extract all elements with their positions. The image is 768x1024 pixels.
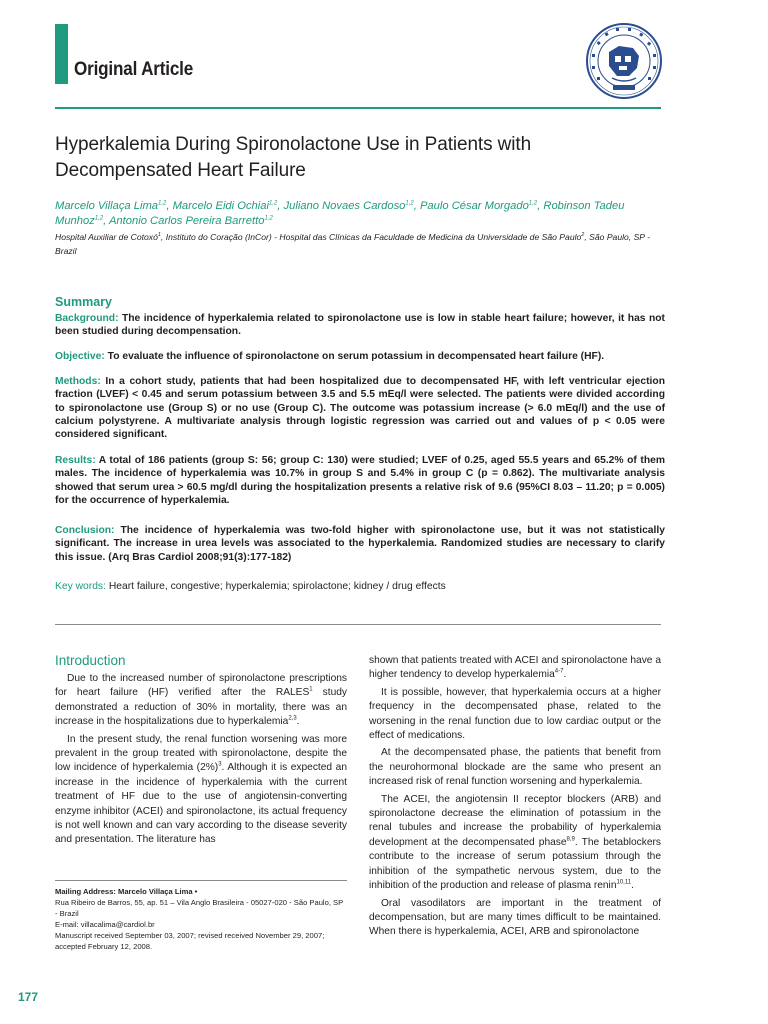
author-name: Antonio Carlos Pereira Barretto xyxy=(108,215,265,227)
header-rule xyxy=(55,107,661,109)
abstract-objective xyxy=(55,350,665,363)
footnote-divider xyxy=(55,880,347,881)
page-number: 177 xyxy=(18,990,39,1004)
body-column-left xyxy=(55,672,347,851)
affiliation-location: , São Paulo, SP - Brazil xyxy=(55,232,650,256)
abstract-methods xyxy=(55,375,665,441)
author-affiliation-marker: 1,2 xyxy=(405,200,414,207)
abstract-keywords xyxy=(55,580,665,593)
author-name: Marcelo Villaça Lima xyxy=(55,200,159,212)
citation-marker: 3 xyxy=(218,762,222,769)
author-list: Marcelo Villaça Lima$^{1,2}$, Marcelo Eidi Ochiai$^{1,2}$, Juliano Novaes Cardoso$^{1,2}$, Paulo César Morgado$^{1,2}$, Robinson Tadeu Munhoz$^{1,2}$, Antonio Carlos Pereira Barretto$^{1,2}$ xyxy=(55,200,625,227)
author-name: Marcelo Eidi Ochiai xyxy=(172,200,269,212)
manuscript-dates: Manuscript received September 03, 2007; revised received November 29, 2007; accepted February 12, 2008. xyxy=(55,931,325,951)
summary-heading: Summary xyxy=(55,295,112,309)
abstract-conclusion-text: The incidence of hyperkalemia was two-fold higher with spironolactone use, but it was not statistically significant. The increase in urea levels was associated to the hyperkalemia. Randomized studies are necessary to clarify this issue. (Arq Bras Cardiol 2008;91(3):177-182) xyxy=(55,525,665,563)
citation-marker: 1 xyxy=(309,687,313,694)
abstract-background-text: The incidence of hyperkalemia related to spironolactone use is low in stable heart failure; however, it has not been studied during decompensation. xyxy=(55,313,665,338)
abstract-objective-label: Objective: xyxy=(55,351,105,362)
abstract-background xyxy=(55,312,665,339)
body-paragraph: Due to the increased number of spironolactone prescriptions for heart failure (HF) verified after the RALES$^1$ study demonstrated a reduction of 30% in mortality, there was an increase in the hospitalizations due to hyperkalemia$^{2,3}$. xyxy=(55,673,347,728)
header-accent-bar xyxy=(55,24,68,84)
journal-seal-logo xyxy=(585,22,663,100)
affiliation-2-marker: 2 xyxy=(581,232,585,239)
citation-marker: 10,11 xyxy=(616,879,632,886)
introduction-heading: Introduction xyxy=(55,653,126,668)
body-paragraph: Oral vasodilators are important in the treatment of decompensation, but are many times difficult to be maintained. When there is hyperkalemia, ACEI, ARB and spironolactone xyxy=(369,897,661,938)
abstract-conclusion xyxy=(55,524,665,564)
abstract-background-label: Background: xyxy=(55,313,119,324)
abstract-methods-text: In a cohort study, patients that had been hospitalized due to decompensated HF, with left ventricular ejection fraction (LVEF) < 0.45 and serum potassium between 3.5 and 5.5 mEq/l were selected. The patients were divided according to spironolactone use (Group S) or no use (Group C). The outcome was potassium increase (> 6.0 mEq/l) and the use of calcium polystyrene. A multivariate analysis through logistic regression was carried out and values of p < 0.05 were considered significant. xyxy=(55,376,665,441)
body-paragraph: In the present study, the renal function worsening was more prevalent in the group treated with spironolactone, despite the low incidence of hyperkalemia $(2\%)^3$. Although it is expected an increase in the incidence of hyperkalemia with the current treatment of HF due to the use of angiotensin-converting enzyme inhibitor (ACEI) and spironolactone, its actual frequency is not well known and can vary according to the disease severity and presentation. The literature has xyxy=(55,733,347,846)
body-paragraph: At the decompensated phase, the patients that benefit from the neurohormonal blockade are the same who present an increased risk of renal function worsening and hyperkalemia. xyxy=(369,747,661,788)
mailing-address-title: Mailing Address: Marcelo Villaça Lima • xyxy=(55,887,198,896)
contact-email: E-mail: villacalima@cardiol.br xyxy=(55,920,155,929)
affiliation-1: Hospital Auxiliar de Cotoxó xyxy=(55,232,158,242)
abstract-results-text: A total of 186 patients (group S: 56; group C: 130) were studied; LVEF of 0.25, aged 55.5 years and 65.2% of them males. The incidence of hyperkalemia was 10.7% in group S and 5.4% in group C (p = 0.862). The multivariate analysis showed that serum urea > 60.5 mg/dl during the hospitalization presents a relative risk of 9.6 (95%CI 8.03 – 11.20; p = 0.005) for the occurrence of hyperkalemia. xyxy=(55,455,665,506)
author-affiliation-marker: 1,2 xyxy=(264,215,273,222)
body-column-right xyxy=(369,654,661,943)
author-name: Juliano Novaes Cardoso xyxy=(283,200,406,212)
keywords-text: Heart failure, congestive; hyperkalemia; spirolactone; kidney / drug effects xyxy=(108,581,446,592)
abstract-results xyxy=(55,454,665,507)
affiliation-2: , Instituto do Coração (InCor) - Hospital das Clínicas da Faculdade de Medicina da Universidade de São Paulo xyxy=(160,232,582,242)
abstract-objective-text: To evaluate the influence of spironolactone on serum potassium in decompensated heart failure (HF). xyxy=(107,351,605,362)
abstract-divider xyxy=(55,624,661,625)
mailing-address: Rua Ribeiro de Barros, 55, ap. 51 – Vila Anglo Brasileira - 05027-020 - São Paulo, SP - Brazil xyxy=(55,898,344,918)
abstract-methods-label: Methods: xyxy=(55,376,101,387)
affiliation-1-marker: 1 xyxy=(157,232,161,239)
body-paragraph: shown that patients treated with ACEI and spironolactone have a higher tendency to develop hyperkalemia$^{4-7}$. xyxy=(369,655,661,681)
citation-marker: 2,3 xyxy=(288,715,297,722)
affiliations xyxy=(55,231,665,258)
abstract-conclusion-label: Conclusion: xyxy=(55,525,115,536)
abstract-results-label: Results: xyxy=(55,455,96,466)
author-affiliation-marker: 1,2 xyxy=(268,200,278,207)
keywords-label: Key words: xyxy=(55,581,106,592)
body-paragraph: The ACEI, the angiotensin II receptor blockers (ARB) and spironolactone decrease the elimination of potassium in the renal tubules and increase the probability of hyperkalemia development at the decompensated phase$^{8,9}$. The betablockers contribute to the increase of serum potassium through the inhibition of the sympathetic nervous system, due to the inhibition of the production and release of plasma renin$^{10,11}$. xyxy=(369,793,661,892)
citation-marker: 8,9 xyxy=(566,836,575,843)
author-name: Robinson Tadeu Munhoz xyxy=(55,200,625,227)
author-affiliation-marker: 1,2 xyxy=(528,200,538,207)
author-name: Paulo César Morgado xyxy=(419,200,529,212)
body-paragraph: It is possible, however, that hyperkalemia occurs at a higher frequency in the decompensated phase, related to the worsening in the renal function due to low cardiac output or the effect of medications. xyxy=(369,686,661,742)
author-affiliation-marker: 1,2 xyxy=(158,200,167,207)
article-title: Hyperkalemia During Spironolactone Use in Patients with Decompensated Heart Failure xyxy=(55,134,532,181)
mailing-address-footnote xyxy=(55,886,347,952)
citation-marker: 4-7 xyxy=(554,669,564,676)
section-label: Original Article xyxy=(74,59,194,80)
author-affiliation-marker: 1,2 xyxy=(94,215,104,222)
